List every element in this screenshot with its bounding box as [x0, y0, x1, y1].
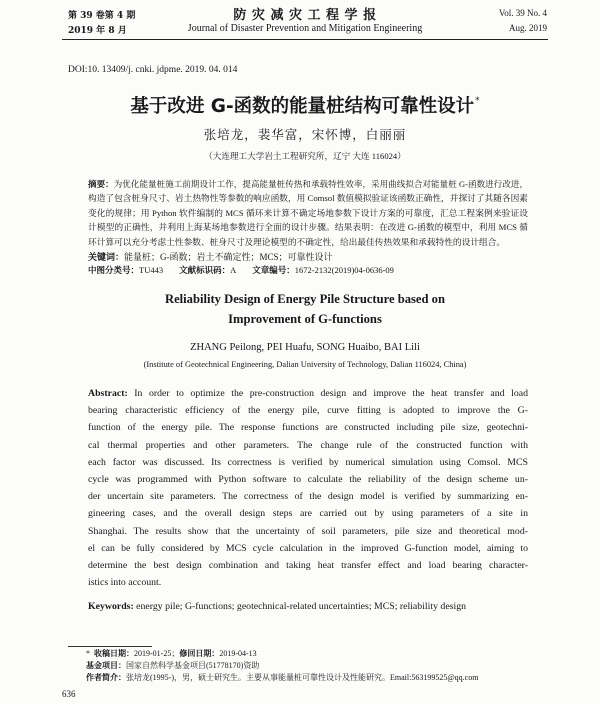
paper-title-en-line: Reliability Design of Energy Pile Structure based on [165, 292, 445, 306]
revised-date: 2019-04-13 [219, 649, 257, 658]
abstract-en-line: gineering cases, and the overall design steps are carried out by using parameters of a site in [88, 508, 528, 520]
paper-title-cn-text: 基于改进 G-函数的能量桩结构可靠性设计 [130, 96, 475, 114]
keywords-en-label: Keywords: [88, 601, 134, 612]
keywords-cn [88, 250, 528, 263]
abstract-en-line [88, 385, 528, 402]
keywords-en [88, 601, 528, 612]
doc-code-value: A [230, 265, 237, 275]
paper-title-cn [62, 88, 548, 114]
header-journal-title-cn: 防 灾 减 灾 工 程 学 报 [233, 8, 377, 23]
footnote-marker: * [86, 649, 90, 658]
abstract-en-label: Abstract: [88, 388, 128, 399]
fund-label: 基金项目： [86, 661, 126, 670]
fund-text: 国家自然科学基金项目(51778170)资助 [126, 661, 260, 670]
abstract-en-line: bearing characteristic efficiency of the energy pile, curve fitting is adopted to improve the G- [88, 405, 528, 417]
abstract-en-line: el can be fully considered by MCS cycle calculation in the improved G-function model, aiming to [88, 542, 528, 554]
keywords-cn-label: 关键词： [88, 253, 125, 263]
footnote-author-bio [86, 672, 532, 684]
abstract-en-line: cal thermal properties and other parameters. The change rule of the constructed function with [88, 439, 528, 451]
paper-title-en-line: Improvement of G-functions [228, 312, 382, 326]
classification-line [88, 264, 528, 276]
page-number: 636 [62, 689, 76, 699]
authors-cn: 张培龙，裴华富，宋怀博，白丽丽 [203, 127, 407, 142]
footnote-fund [86, 660, 532, 672]
abstract-en-text: In order to optimize the pre-construction design and improve the heat transfer and load [134, 388, 528, 399]
footnote-received [86, 648, 532, 660]
affiliation-cn: （大连理工大学岩土工程研究所，辽宁 大连 116024） [204, 151, 406, 161]
received-label: 收稿日期： [94, 649, 134, 658]
abstract-en-line: cycle was programmed with Python software to calculate the reliability of the design scheme un- [88, 473, 528, 485]
affiliation-en: (Institute of Geotechnical Engineering, Dalian University of Technology, Dalian 116024, China) [143, 360, 467, 369]
header-rule [62, 39, 548, 40]
header-volume-issue-en: Vol. 39 No. 4 [498, 8, 547, 18]
header-journal-title-en: Journal of Disaster Prevention and Mitigation Engineering [187, 23, 423, 34]
keywords-en-text: energy pile; G-functions; geotechnical-related uncertainties; MCS; reliability design [136, 601, 466, 612]
footnote-rule [68, 646, 152, 647]
title-footnote-mark: * [475, 96, 480, 106]
abstract-cn-line: 环计算可以充分考虑土性参数、桩身尺寸及理论模型的不确定性，给出最佳传热效果和承载特性的设计组合。 [88, 236, 505, 247]
abstract-en-line: istics into account. [88, 577, 162, 589]
article-number-label: 文章编号： [252, 266, 295, 276]
clc-value: TU443 [139, 265, 164, 275]
keywords-cn-text: 能量桩；G-函数；岩土不确定性；MCS；可靠性设计 [124, 252, 333, 262]
authors-en: ZHANG Peilong, PEI Huafu, SONG Huaibo, BAI Lili [190, 342, 420, 353]
header-date-cn: 2019 年 8 月 [68, 26, 127, 36]
abstract-en-line: der uncertain site parameters. The correctness of the design model is verified by summarizing en- [88, 491, 528, 503]
abstract-cn-line: 构造了包含桩身尺寸、岩土热物性等参数的响应函数，用 Comsol 数值模拟验证该函数正确性，并探讨了其随各因素 [88, 193, 528, 204]
abstract-cn-line [88, 177, 528, 191]
abstract-cn [88, 177, 528, 249]
abstract-en-line: Shanghai. The results show that the uncertainty of soil parameters, pile size and theoretical mod- [88, 525, 528, 537]
received-date: 2019-01-25； [134, 649, 180, 658]
abstract-en-line: function of the energy pile. The response functions are constructed including pile size, geotechni- [88, 422, 528, 434]
abstract-en-line: determine the best design combination and taking heat transfer effect and load bearing character- [88, 559, 528, 571]
doi-line: DOI:10. 13409/j. cnki. jdpme. 2019. 04. 014 [68, 65, 238, 75]
header-volume-issue-cn: 第 39 卷第 4 期 [68, 11, 136, 21]
abstract-en-line: each factor was discussed. Its correctness is verified by numerical simulation using Comsol. MCS [88, 456, 528, 468]
abstract-cn-text: 为优化能量桩施工前期设计工作，提高能量桩传热和承载特性效率，采用曲线拟合对能量桩 G-函数进行改进， [113, 179, 528, 189]
revised-label: 修回日期： [179, 649, 220, 658]
abstract-cn-line: 计模型的正确性，并利用上海某场地参数进行全面的设计步骤。结果表明：在改进 G-函数的模型中，利用 MCS 循 [88, 222, 528, 233]
bio-text: 张培龙(1995-)，男，硕士研究生。主要从事能量桩可靠性设计及性能研究。Email:563199525@qq.com [126, 673, 479, 682]
abstract-cn-label: 摘要： [88, 180, 114, 190]
abstract-en [88, 385, 528, 591]
clc-label: 中图分类号： [88, 266, 140, 276]
header-date-en: Aug. 2019 [509, 23, 547, 33]
abstract-cn-line: 变化的规律；用 Python 软件编制的 MCS 循环来计算不确定场地参数下设计方案的可靠度，汇总工程案例来验证设 [88, 207, 528, 218]
bio-label: 作者简介： [86, 673, 126, 682]
article-number-value: 1672-2132(2019)04-0636-09 [294, 265, 394, 275]
doc-code-label: 文献标识码： [179, 266, 231, 276]
